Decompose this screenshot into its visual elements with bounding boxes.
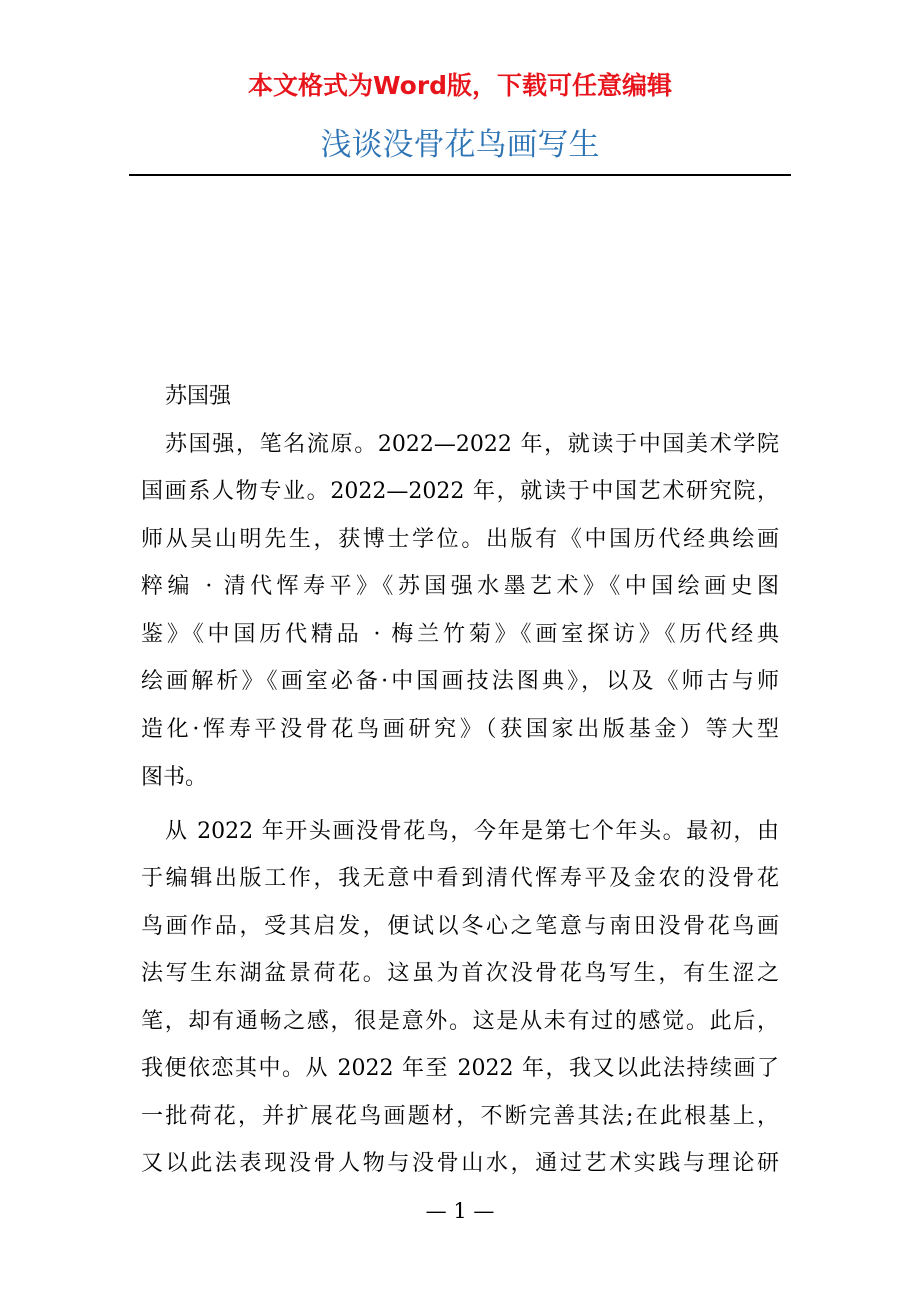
paragraph-line: 鸟画作品，受其启发，便试以冬心之笔意与南田没骨花鸟画 — [141, 914, 779, 939]
paragraph-line: 绘画解析》《画室必备·中国画技法图典》，以及《师古与师 — [141, 669, 779, 694]
paragraph-line: 图书。 — [141, 765, 208, 790]
paragraph-line: 粹编 · 清代恽寿平》《苏国强水墨艺术》《中国绘画史图 — [141, 574, 779, 599]
author-name: 苏国强 — [165, 384, 232, 409]
paragraph-line: 法写生东湖盆景荷花。这虽为首次没骨花鸟写生，有生涩之 — [141, 961, 779, 986]
paragraph-line: 笔，却有通畅之感，很是意外。这是从未有过的感觉。此后， — [141, 1009, 779, 1034]
format-banner: 本文格式为Word版，下载可任意编辑 — [247, 71, 673, 100]
paragraph-line: 师从吴山明先生，获博士学位。出版有《中国历代经典绘画 — [141, 527, 779, 552]
page-number: — 1 — — [425, 1199, 495, 1223]
paragraph-line: 又以此法表现没骨人物与没骨山水，通过艺术实践与理论研 — [141, 1151, 779, 1176]
paragraph-line: 鉴》《中国历代精品 · 梅兰竹菊》《画室探访》《历代经典 — [141, 622, 779, 647]
paragraph-line: 于编辑出版工作，我无意中看到清代恽寿平及金农的没骨花 — [141, 866, 779, 891]
paragraph-line: 一批荷花，并扩展花鸟画题材，不断完善其法;在此根基上， — [141, 1104, 779, 1129]
title-divider — [129, 174, 791, 176]
paragraph-line: 苏国强，笔名流原。2022—2022 年，就读于中国美术学院 — [165, 432, 779, 457]
paragraph-line: 国画系人物专业。2022—2022 年，就读于中国艺术研究院， — [141, 479, 779, 504]
document-title: 浅谈没骨花鸟画写生 — [320, 127, 600, 163]
paragraph-line: 我便依恋其中。从 2022 年至 2022 年，我又以此法持续画了 — [141, 1056, 779, 1081]
paragraph-line: 造化·恽寿平没骨花鸟画研究》（获国家出版基金）等大型 — [141, 717, 779, 742]
paragraph-line: 从 2022 年开头画没骨花鸟，今年是第七个年头。最初，由 — [165, 819, 779, 844]
